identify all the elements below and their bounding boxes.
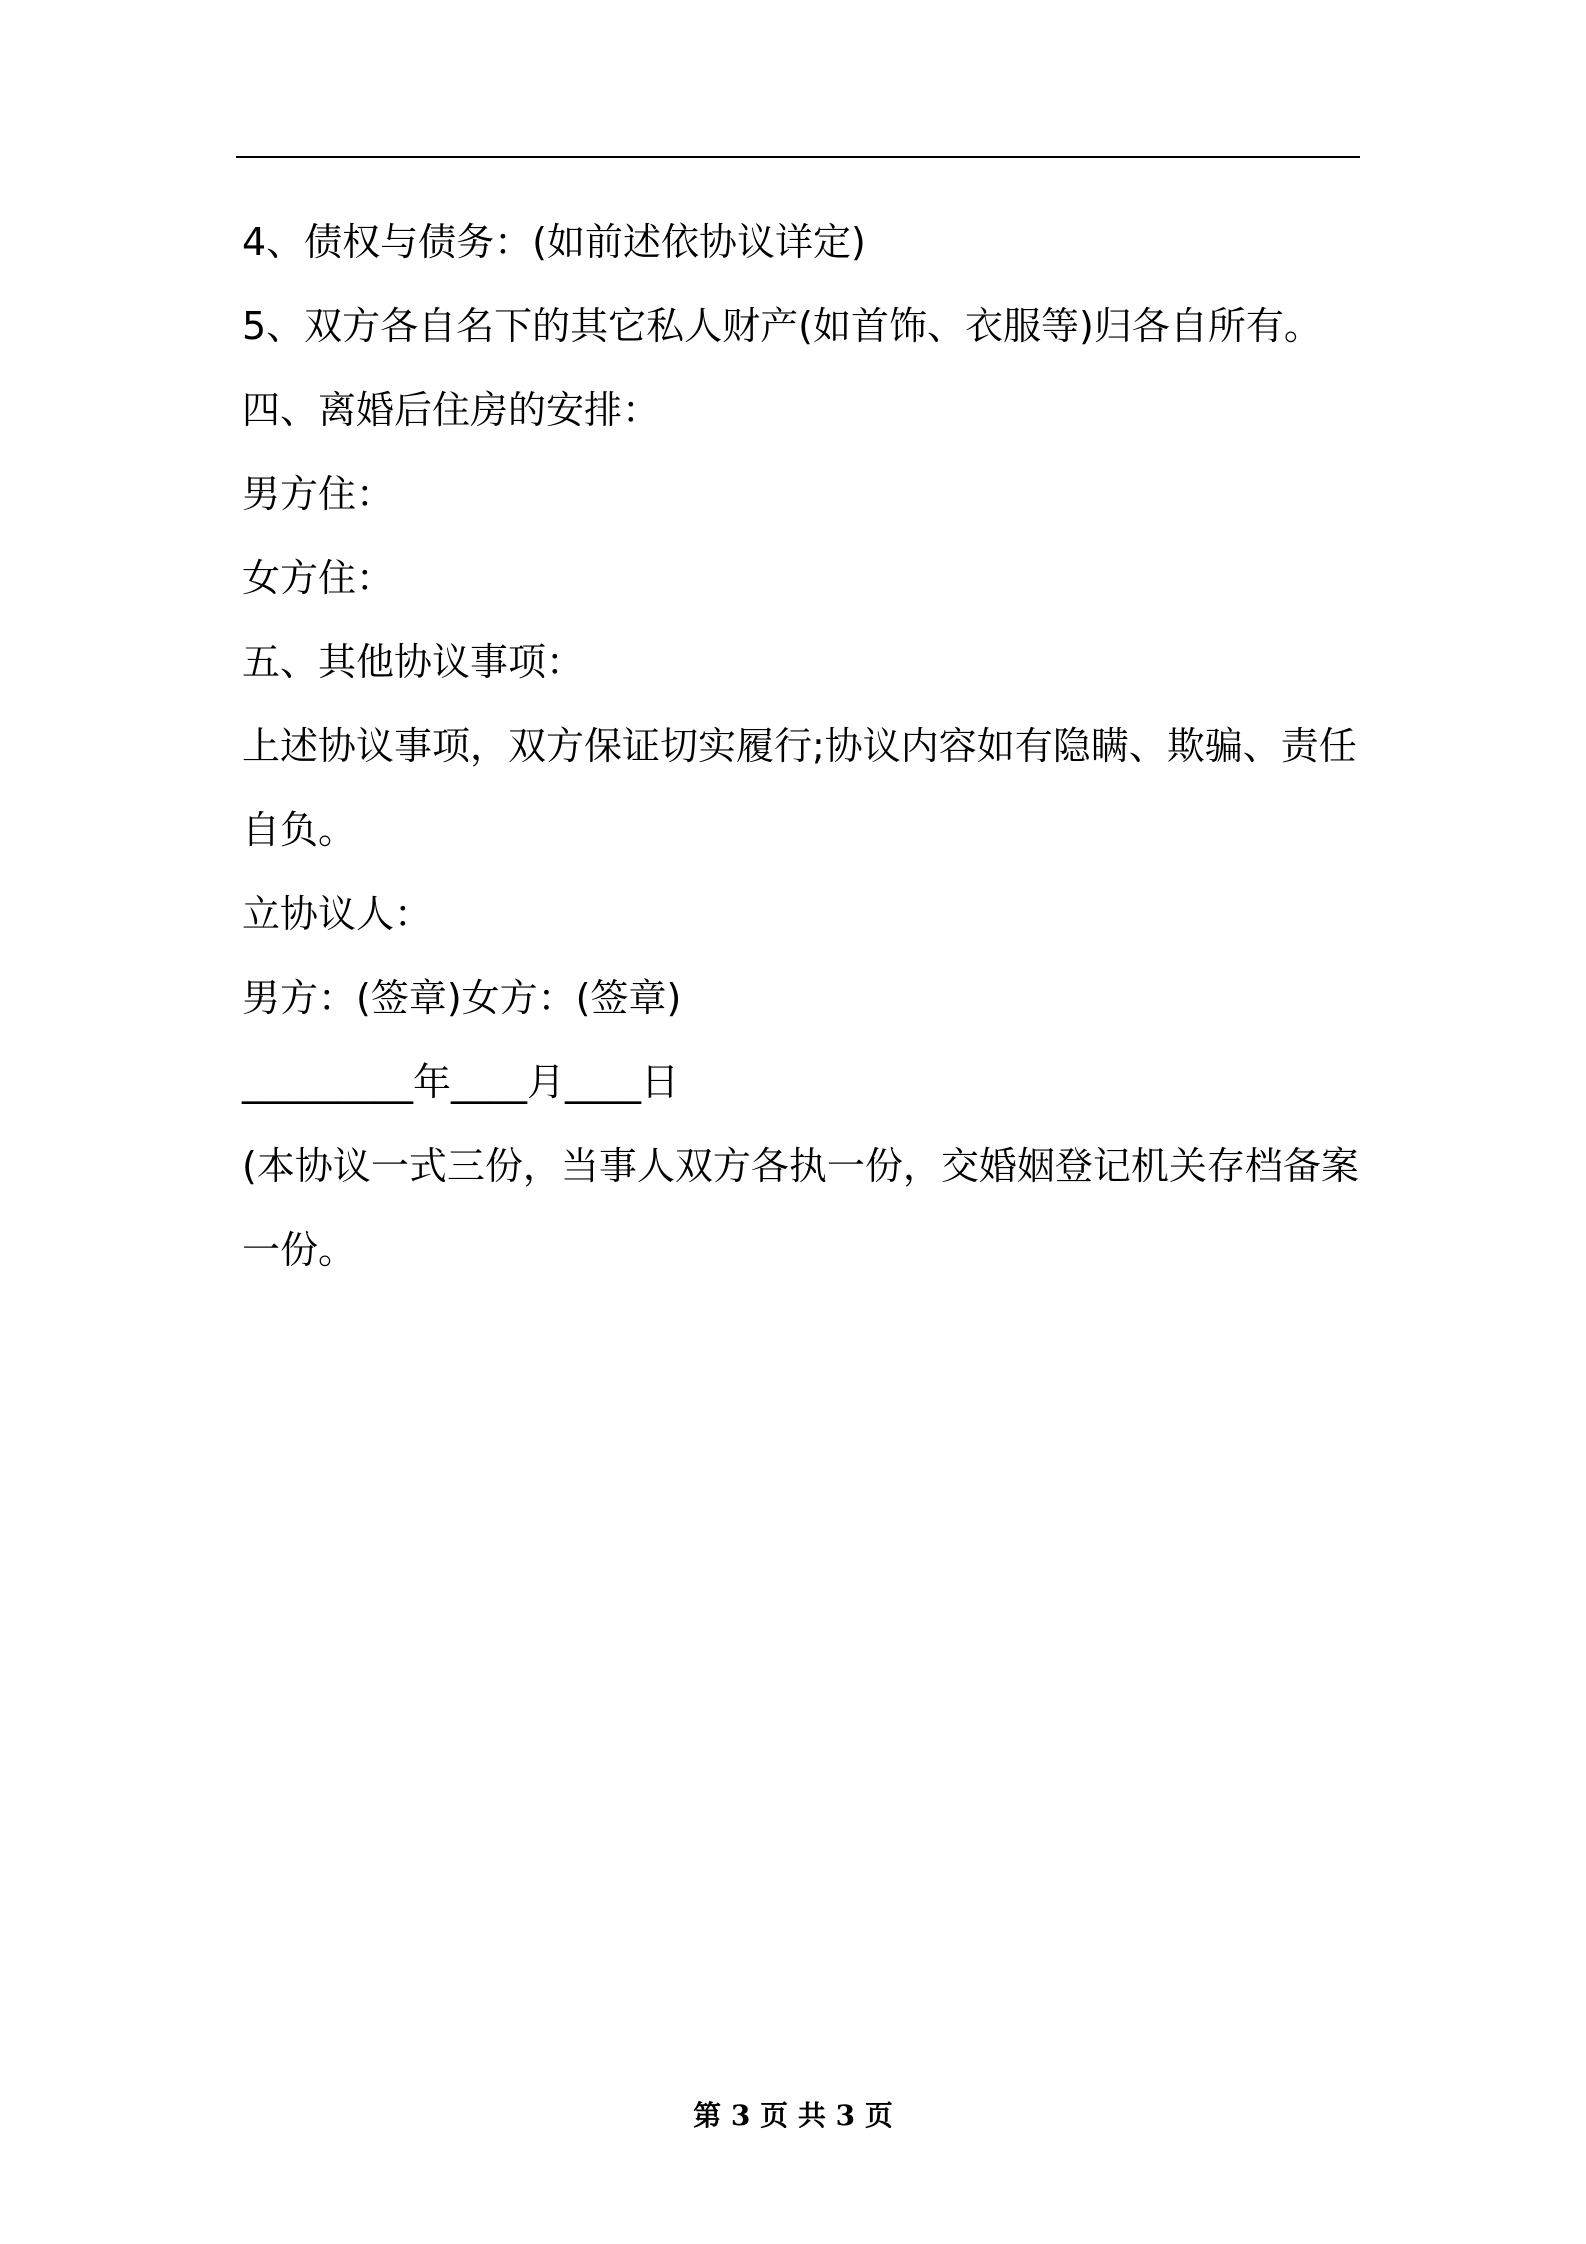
- clause-debts: 4、债权与债务：(如前述依协议详定): [242, 220, 866, 264]
- document-body: [242, 200, 1360, 1292]
- section-housing-heading: 四、离婚后住房的安排：: [242, 388, 661, 432]
- page-number-footer: 第 3 页 共 3 页: [693, 2099, 893, 2132]
- signatures-line: 男方：(签章)女方：(签章): [242, 976, 682, 1020]
- agreement-paragraph: 上述协议事项，双方保证切实履行;协议内容如有隐瞒、欺骗、责任自负。: [242, 724, 1357, 852]
- female-residence: 女方住：: [242, 556, 395, 600]
- clause-personal-property: 5、双方各自名下的其它私人财产(如首饰、衣服等)归各自所有。: [242, 304, 1322, 348]
- copies-note: (本协议一式三份，当事人双方各执一份，交婚姻登记机关存档备案一份。: [242, 1144, 1359, 1272]
- header-rule: [236, 156, 1360, 158]
- male-residence: 男方住：: [242, 472, 395, 516]
- section-other-heading: 五、其他协议事项：: [242, 640, 585, 684]
- signatories-label: 立协议人：: [242, 892, 433, 936]
- date-line: _________年____月____日: [242, 1060, 680, 1104]
